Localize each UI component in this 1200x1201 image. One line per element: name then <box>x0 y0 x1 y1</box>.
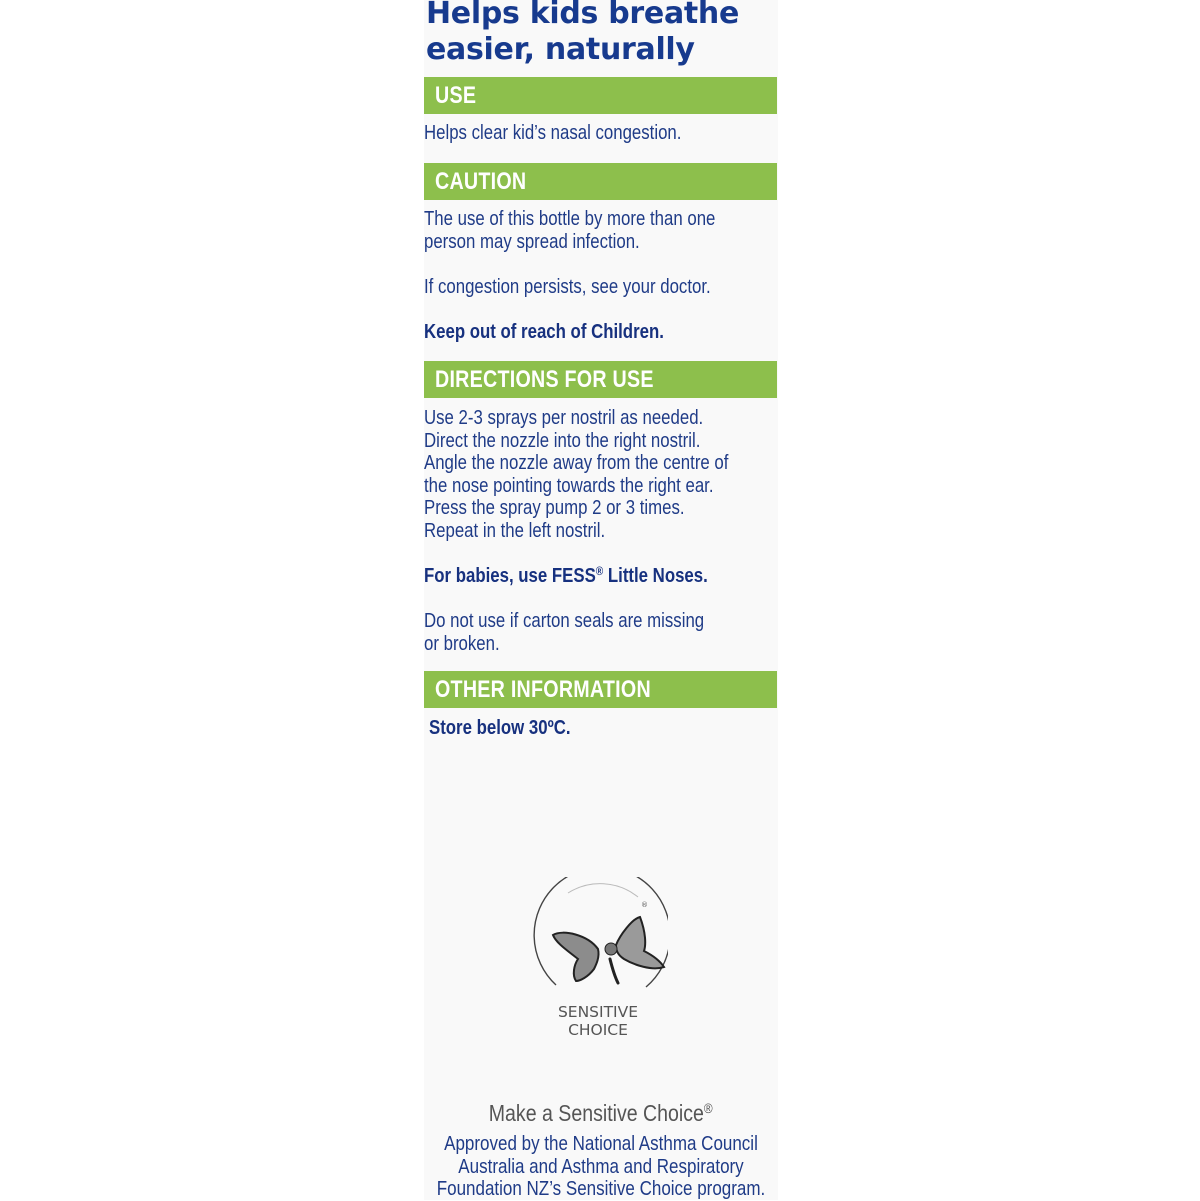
tagline-registered-mark: ® <box>704 1100 713 1116</box>
approval-line-2: Australia and Asthma and Respiratory <box>458 1155 744 1178</box>
directions-line-2: Direct the nozzle into the right nostril. <box>424 430 701 452</box>
storage-info: Store below 30ºC. <box>429 717 571 739</box>
sensitive-choice-logo <box>528 877 668 1017</box>
directions-line-6: Repeat in the left nostril. <box>424 520 606 542</box>
directions-line-3: Angle the nozzle away from the centre of <box>424 452 729 474</box>
section-header-caution <box>424 163 777 200</box>
section-header-other <box>424 671 777 708</box>
babies-note <box>424 565 708 588</box>
logo-line-1: SENSITIVE <box>557 1003 639 1021</box>
caution-text-2: person may spread infection. <box>424 231 640 253</box>
approval-line-3: Foundation NZ’s Sensitive Choice program. <box>436 1178 766 1201</box>
headline-line-2: easier, naturally <box>426 32 695 67</box>
seal-warning-1: Do not use if carton seals are missing <box>424 610 705 632</box>
svg-text:®: ® <box>641 901 648 909</box>
seal-warning-2: or broken. <box>424 633 500 655</box>
approval-statement <box>404 1133 798 1201</box>
directions-line-5: Press the spray pump 2 or 3 times. <box>424 497 685 519</box>
directions-line-1: Use 2-3 sprays per nostril as needed. <box>424 407 704 429</box>
directions-line-4: the nose pointing towards the right ear. <box>424 475 714 497</box>
section-header-directions <box>424 361 777 398</box>
babies-note-prefix: For babies, use FESS <box>424 565 596 587</box>
logo-line-2: CHOICE <box>568 1021 628 1039</box>
approval-line-1: Approved by the National Asthma Council <box>444 1133 758 1155</box>
section-title-other: OTHER INFORMATION <box>435 676 651 703</box>
tagline-text: Make a Sensitive Choice <box>489 1100 705 1126</box>
headline <box>426 0 826 68</box>
caution-text-3: If congestion persists, see your doctor. <box>424 276 711 298</box>
use-text: Helps clear kid’s nasal congestion. <box>424 122 682 144</box>
registered-mark: ® <box>595 564 604 578</box>
caution-warning: Keep out of reach of Children. <box>424 321 664 343</box>
section-header-use <box>424 77 777 114</box>
headline-line-1: Helps kids breathe <box>426 0 740 31</box>
tagline <box>424 1098 778 1128</box>
butterfly-icon <box>528 877 668 1017</box>
sensitive-choice-wordmark <box>520 1003 676 1039</box>
section-title-caution: CAUTION <box>435 168 527 195</box>
section-title-directions: DIRECTIONS FOR USE <box>435 366 654 393</box>
caution-text-1: The use of this bottle by more than one <box>424 208 716 230</box>
section-title-use: USE <box>435 82 477 109</box>
babies-note-suffix: Little Noses. <box>603 565 708 587</box>
